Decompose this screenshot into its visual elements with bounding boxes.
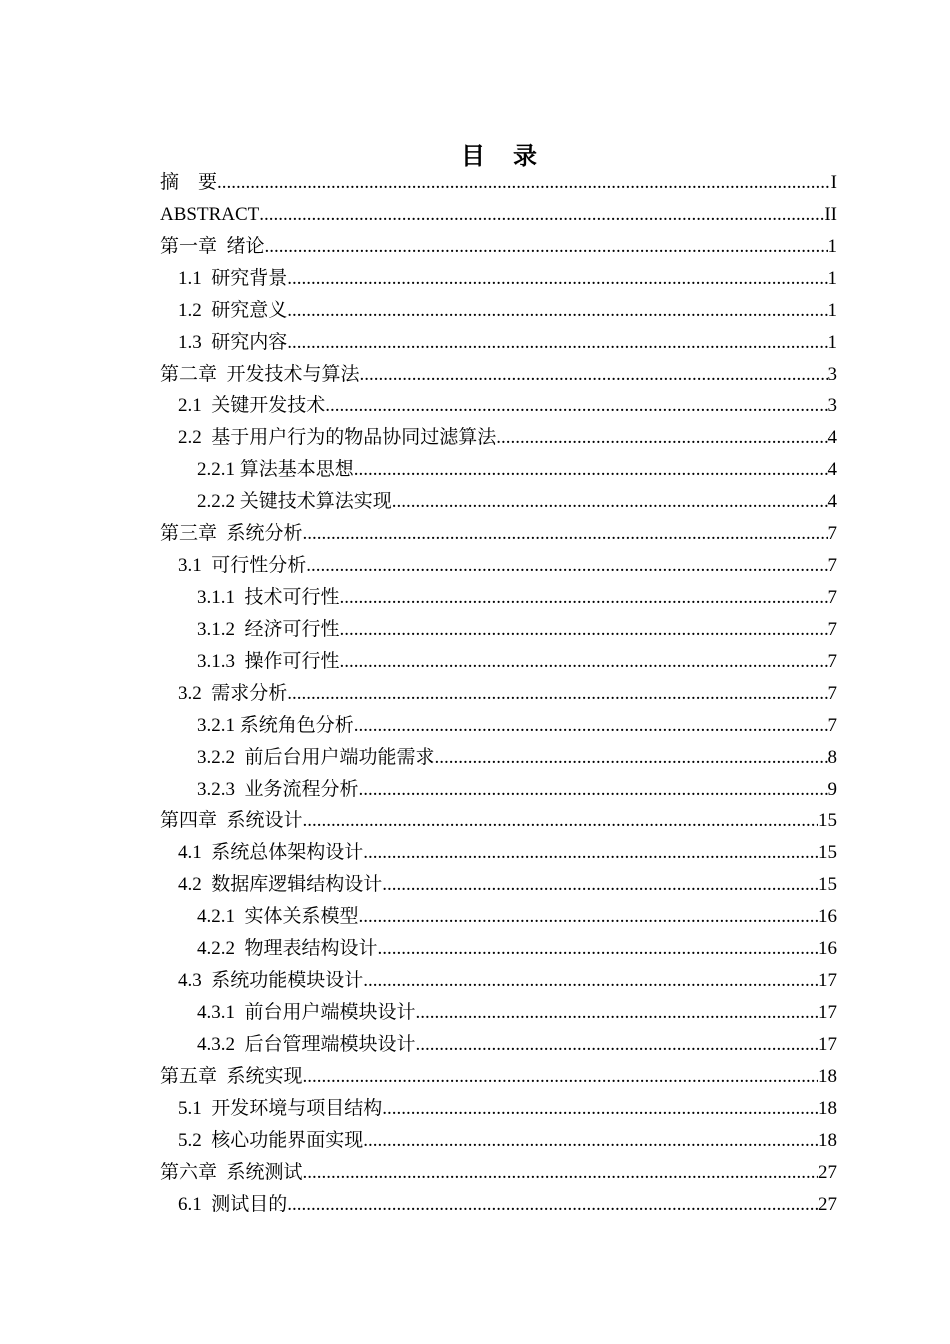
toc-entry[interactable] — [160, 550, 837, 582]
toc-entry[interactable] — [160, 486, 837, 518]
toc-entry-page-number: 7 — [827, 650, 837, 672]
toc-entry[interactable] — [160, 422, 837, 454]
toc-dot-leader — [340, 646, 828, 678]
toc-dot-leader — [287, 295, 827, 327]
toc-entry[interactable] — [160, 614, 837, 646]
toc-dot-leader — [435, 742, 828, 774]
toc-entry-text: 6.1 测试目的 — [178, 1193, 288, 1215]
toc-entry[interactable] — [160, 901, 837, 933]
toc-entry[interactable] — [160, 774, 837, 806]
toc-entry-page-number: 7 — [827, 523, 837, 545]
toc-entry-text: 4.2.1 实体关系模型 — [197, 906, 359, 928]
toc-dot-leader — [360, 359, 828, 391]
toc-entry-text: 1.1 研究背景 — [178, 267, 288, 289]
toc-entry-text: 4.1 系统总体架构设计 — [178, 842, 364, 864]
toc-entry-page-number: 1 — [827, 267, 837, 289]
toc-dot-leader — [382, 1093, 818, 1125]
toc-entry[interactable] — [160, 518, 837, 550]
toc-entry-page-number: 4 — [827, 491, 837, 513]
toc-entry[interactable] — [160, 742, 837, 774]
toc-entry-text: 3.1.3 操作可行性 — [197, 650, 340, 672]
toc-list — [160, 167, 837, 1220]
toc-entry-page-number: 18 — [818, 1065, 837, 1087]
toc-entry[interactable] — [160, 837, 837, 869]
toc-entry-text: 3.2.2 前后台用户端功能需求 — [197, 746, 435, 768]
toc-entry-page-number: 1 — [827, 331, 837, 353]
toc-entry-page-number: 15 — [818, 810, 837, 832]
toc-entry-page-number: 7 — [827, 586, 837, 608]
toc-entry-text: 2.1 关键开发技术 — [178, 395, 326, 417]
toc-entry[interactable] — [160, 646, 837, 678]
toc-entry-page-number: 16 — [818, 938, 837, 960]
toc-entry-text: 4.3.1 前台用户端模块设计 — [197, 1001, 416, 1023]
toc-entry-page-number: 4 — [827, 459, 837, 481]
toc-dot-leader — [217, 167, 831, 199]
toc-entry-page-number: I — [830, 172, 837, 193]
toc-entry-page-number: 9 — [827, 778, 837, 800]
toc-entry-text: 2.2 基于用户行为的物品协同过滤算法 — [178, 427, 497, 449]
toc-entry-page-number: 3 — [827, 395, 837, 417]
toc-entry-page-number: 27 — [818, 1193, 837, 1215]
toc-dot-leader — [359, 901, 818, 933]
toc-dot-leader — [354, 454, 828, 486]
toc-entry[interactable] — [160, 231, 837, 263]
toc-dot-leader — [265, 231, 828, 263]
toc-entry-text: 4.2.2 物理表结构设计 — [197, 938, 378, 960]
toc-dot-leader — [378, 933, 818, 965]
toc-dot-leader — [303, 805, 818, 837]
toc-dot-leader — [382, 869, 818, 901]
toc-entry-page-number: 27 — [818, 1161, 837, 1183]
toc-entry-page-number: 7 — [827, 714, 837, 736]
toc-entry[interactable] — [160, 263, 837, 295]
toc-entry-page-number: 1 — [827, 299, 837, 321]
toc-entry-page-number: 7 — [827, 555, 837, 577]
toc-entry-page-number: II — [824, 203, 837, 225]
toc-entry-page-number: 4 — [827, 427, 837, 449]
toc-entry[interactable] — [160, 1125, 837, 1157]
toc-entry[interactable] — [160, 933, 837, 965]
toc-dot-leader — [416, 1029, 818, 1061]
toc-entry-text: 摘 要 — [160, 172, 218, 193]
toc-entry-page-number: 1 — [827, 235, 837, 257]
toc-entry-page-number: 17 — [818, 1033, 837, 1055]
toc-entry[interactable] — [160, 582, 837, 614]
toc-entry-text: 3.2.1 系统角色分析 — [197, 714, 354, 736]
toc-entry-page-number: 18 — [818, 1129, 837, 1151]
toc-entry[interactable] — [160, 295, 837, 327]
toc-dot-leader — [287, 263, 827, 295]
toc-entry-text: ABSTRACT — [160, 203, 260, 225]
toc-entry[interactable] — [160, 678, 837, 710]
toc-entry-text: 第三章 系统分析 — [160, 523, 303, 545]
toc-entry-text: 第六章 系统测试 — [160, 1161, 303, 1183]
toc-entry-text: 第一章 绪论 — [160, 235, 265, 257]
toc-entry-text: 第四章 系统设计 — [160, 810, 303, 832]
toc-dot-leader — [416, 997, 818, 1029]
toc-entry-text: 4.3.2 后台管理端模块设计 — [197, 1033, 416, 1055]
toc-entry-page-number: 16 — [818, 906, 837, 928]
toc-entry[interactable] — [160, 1093, 837, 1125]
toc-dot-leader — [359, 774, 828, 806]
toc-entry-text: 5.2 核心功能界面实现 — [178, 1129, 364, 1151]
toc-entry-page-number: 15 — [818, 874, 837, 896]
toc-entry-page-number: 15 — [818, 842, 837, 864]
toc-entry-page-number: 17 — [818, 970, 837, 992]
toc-entry-text: 4.3 系统功能模块设计 — [178, 970, 364, 992]
toc-entry-text: 3.2 需求分析 — [178, 682, 288, 704]
toc-dot-leader — [303, 1061, 818, 1093]
toc-entry-text: 第二章 开发技术与算法 — [160, 363, 360, 385]
toc-entry[interactable] — [160, 1189, 837, 1221]
toc-entry[interactable] — [160, 1029, 837, 1061]
toc-entry[interactable] — [160, 869, 837, 901]
toc-dot-leader — [306, 550, 827, 582]
toc-entry-page-number: 7 — [827, 682, 837, 704]
toc-dot-leader — [363, 837, 818, 869]
toc-dot-leader — [340, 614, 828, 646]
toc-dot-leader — [340, 582, 828, 614]
toc-dot-leader — [392, 486, 828, 518]
toc-entry-page-number: 3 — [827, 363, 837, 385]
toc-dot-leader — [259, 199, 824, 231]
toc-entry[interactable] — [160, 805, 837, 837]
toc-dot-leader — [363, 1125, 818, 1157]
toc-entry-page-number: 7 — [827, 618, 837, 640]
toc-entry[interactable] — [160, 997, 837, 1029]
toc-entry-text: 2.2.2 关键技术算法实现 — [197, 491, 392, 513]
toc-dot-leader — [496, 422, 827, 454]
toc-entry[interactable] — [160, 199, 837, 231]
toc-dot-leader — [287, 678, 827, 710]
toc-entry[interactable] — [160, 1157, 837, 1189]
toc-dot-leader — [303, 518, 828, 550]
toc-entry-text: 3.2.3 业务流程分析 — [197, 778, 359, 800]
toc-entry-text: 1.2 研究意义 — [178, 299, 288, 321]
toc-entry-text: 3.1.2 经济可行性 — [197, 618, 340, 640]
toc-entry[interactable] — [160, 710, 837, 742]
toc-entry-page-number: 18 — [818, 1097, 837, 1119]
toc-dot-leader — [303, 1157, 818, 1189]
toc-entry-page-number: 8 — [827, 746, 837, 768]
toc-entry[interactable] — [160, 327, 837, 359]
toc-entry-text: 5.1 开发环境与项目结构 — [178, 1097, 383, 1119]
toc-entry-text: 3.1.1 技术可行性 — [197, 586, 340, 608]
toc-entry[interactable] — [160, 359, 837, 391]
toc-entry-text: 2.2.1 算法基本思想 — [197, 459, 354, 481]
toc-entry[interactable] — [160, 454, 837, 486]
toc-dot-leader — [287, 327, 827, 359]
toc-entry[interactable] — [160, 965, 837, 997]
toc-title: 目 录 — [461, 144, 539, 170]
toc-entry[interactable] — [160, 1061, 837, 1093]
toc-entry[interactable] — [160, 167, 837, 199]
toc-entry-page-number: 17 — [818, 1001, 837, 1023]
toc-dot-leader — [363, 965, 818, 997]
toc-entry-text: 第五章 系统实现 — [160, 1065, 303, 1087]
toc-entry-text: 4.2 数据库逻辑结构设计 — [178, 874, 383, 896]
toc-entry-text: 1.3 研究内容 — [178, 331, 288, 353]
toc-dot-leader — [287, 1189, 818, 1221]
toc-entry-text: 3.1 可行性分析 — [178, 555, 307, 577]
toc-entry[interactable] — [160, 390, 837, 422]
toc-dot-leader — [325, 390, 827, 422]
toc-dot-leader — [354, 710, 828, 742]
